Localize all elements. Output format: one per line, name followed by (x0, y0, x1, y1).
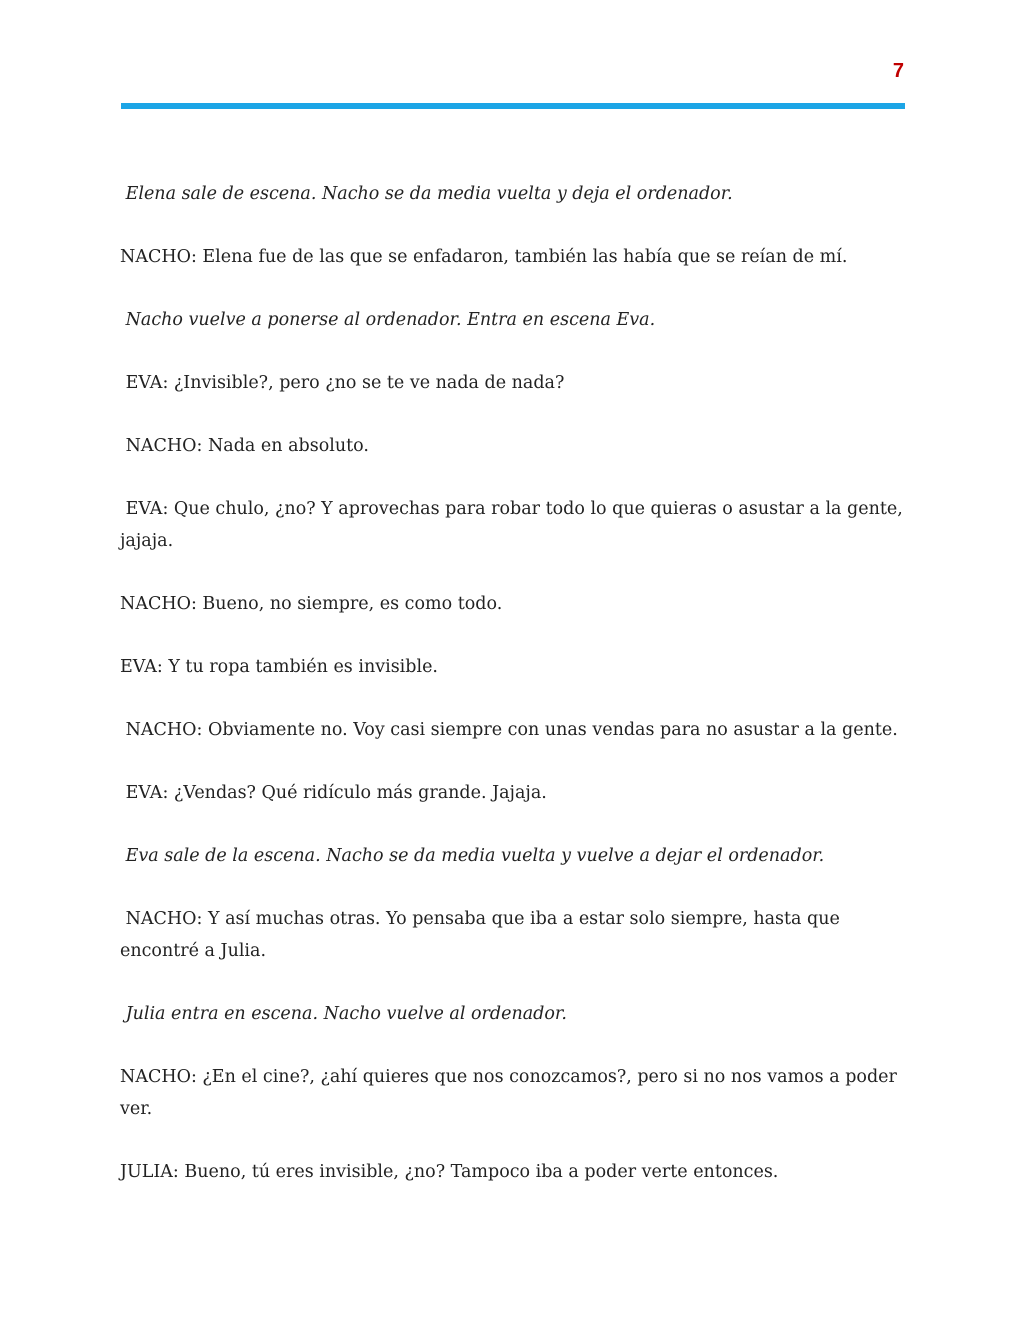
dialogue-line: NACHO: Bueno, no siempre, es como todo. (120, 594, 503, 614)
stage-direction: Elena sale de escena. Nacho se da media vuelta y deja el ordenador. (120, 184, 733, 204)
dialogue-line: EVA: ¿Vendas? Qué ridículo más grande. Jajaja. (120, 783, 547, 803)
stage-direction: Julia entra en escena. Nacho vuelve al ordenador. (120, 1004, 567, 1024)
dialogue-line: JULIA: Bueno, tú eres invisible, ¿no? Tampoco iba a poder verte entonces. (120, 1162, 779, 1182)
dialogue-line: NACHO: ¿En el cine?, ¿ahí quieres que nos conozcamos?, pero si no nos vamos a poder ver. (120, 1067, 903, 1119)
dialogue-line: NACHO: Nada en absoluto. (120, 436, 369, 456)
dialogue-line: NACHO: Obviamente no. Voy casi siempre con unas vendas para no asustar a la gente. (120, 720, 898, 740)
script-body (120, 178, 909, 1219)
page-number: 7 (892, 60, 904, 82)
header-divider (121, 103, 905, 109)
dialogue-line: NACHO: Y así muchas otras. Yo pensaba que iba a estar solo siempre, hasta que encontré a Julia. (120, 909, 846, 961)
dialogue-line: EVA: ¿Invisible?, pero ¿no se te ve nada de nada? (120, 373, 565, 393)
stage-direction: Nacho vuelve a ponerse al ordenador. Entra en escena Eva. (120, 310, 656, 330)
dialogue-line: NACHO: Elena fue de las que se enfadaron, también las había que se reían de mí. (120, 247, 848, 267)
stage-direction: Eva sale de la escena. Nacho se da media vuelta y vuelve a dejar el ordenador. (120, 846, 825, 866)
dialogue-line: EVA: Y tu ropa también es invisible. (120, 657, 438, 677)
dialogue-line: EVA: Que chulo, ¿no? Y aprovechas para robar todo lo que quieras o asustar a la gente, jajaja. (120, 499, 909, 551)
